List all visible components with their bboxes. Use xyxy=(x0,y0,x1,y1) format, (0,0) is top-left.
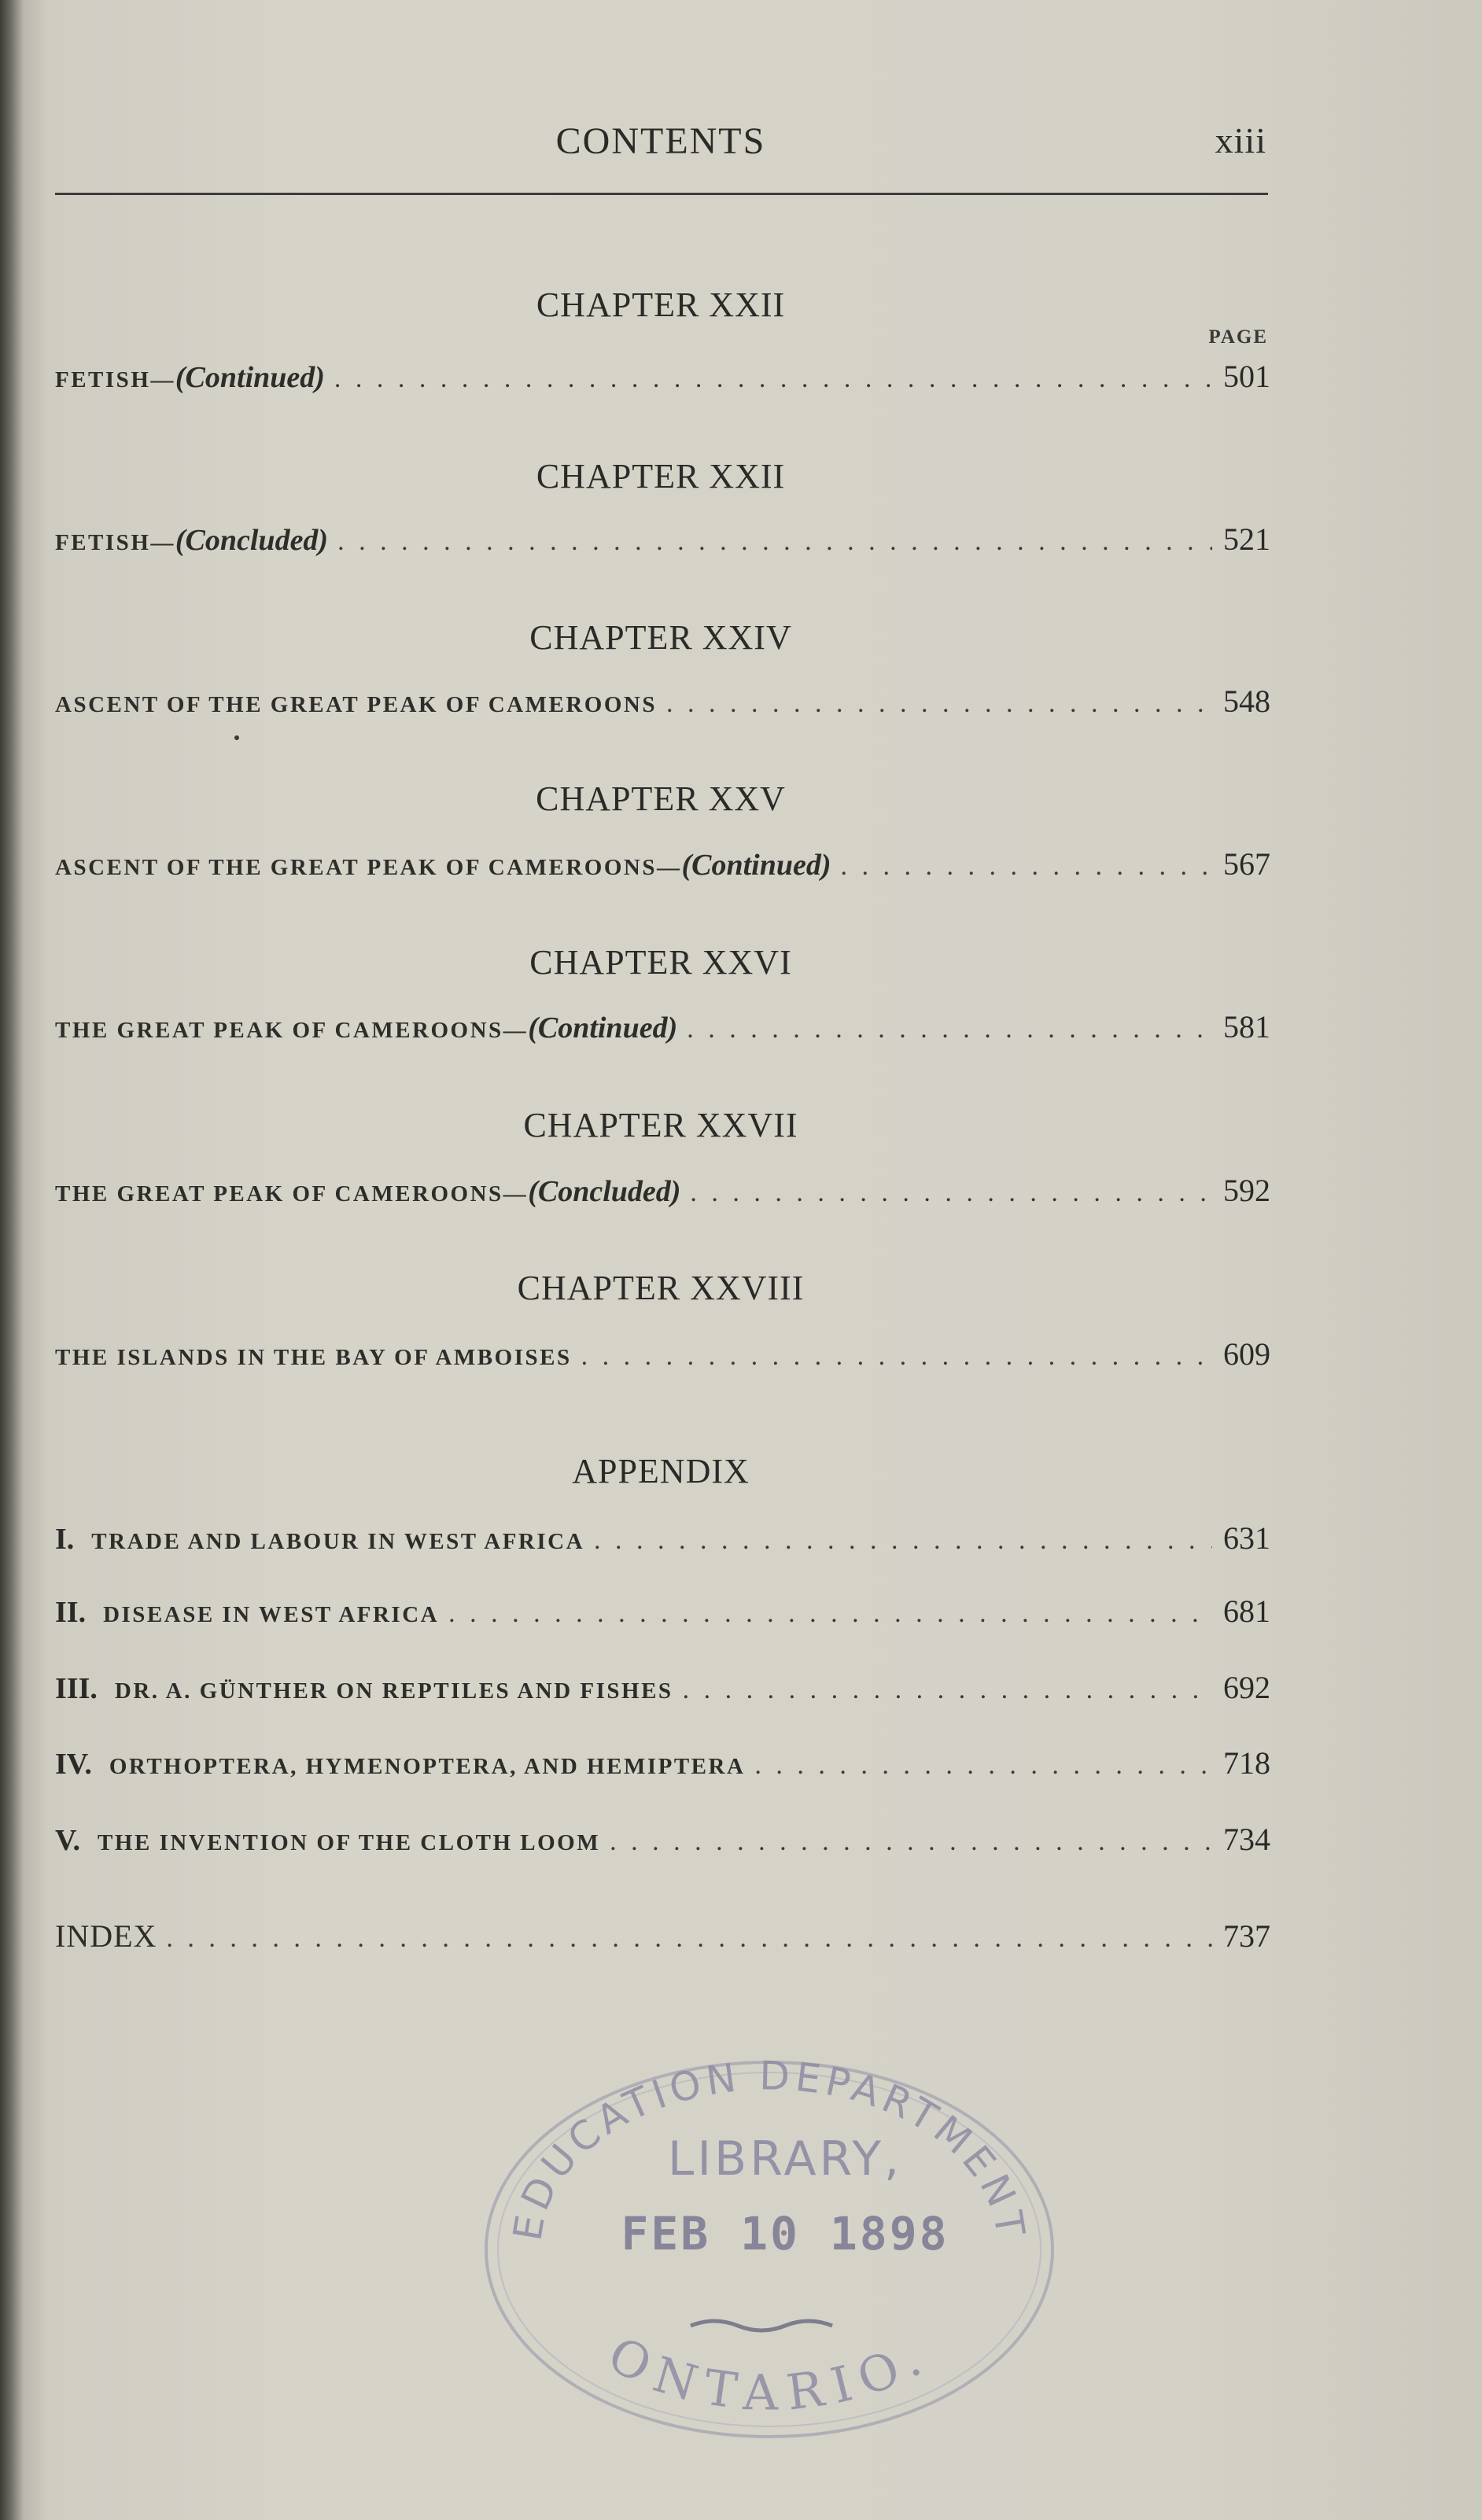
page-column-label: PAGE xyxy=(1208,326,1268,348)
appendix-entry[interactable] xyxy=(55,1744,1270,1784)
head-rule xyxy=(55,193,1268,195)
appendix-entry[interactable] xyxy=(55,1520,1270,1559)
chapter-heading: CHAPTER XXII xyxy=(536,457,786,496)
entry-page: 521 xyxy=(1223,521,1270,557)
entry-label: FETISH—(Concluded) xyxy=(55,524,329,557)
toc-entry[interactable] xyxy=(55,846,1270,885)
appendix-numeral: V. xyxy=(55,1824,81,1857)
leader-dots xyxy=(572,1342,1212,1372)
leader-dots xyxy=(600,1827,1212,1857)
appendix-numeral: I. xyxy=(55,1523,75,1556)
entry-page: 609 xyxy=(1223,1336,1270,1372)
entry-page: 737 xyxy=(1223,1918,1270,1954)
toc-entry[interactable] xyxy=(55,1008,1270,1048)
entry-page: 548 xyxy=(1223,683,1270,719)
appendix-entry[interactable] xyxy=(55,1821,1270,1860)
chapter-heading: CHAPTER XXII xyxy=(536,286,786,324)
appendix-entry[interactable] xyxy=(55,1593,1270,1632)
leader-dots xyxy=(328,527,1212,557)
running-title: CONTENTS xyxy=(555,120,766,162)
leader-dots xyxy=(657,689,1212,719)
toc-entry[interactable] xyxy=(55,1336,1270,1375)
stamp-top-text: EDUCATION DEPARTMENT xyxy=(504,2053,1034,2244)
toc-entry[interactable] xyxy=(55,521,1270,560)
appendix-heading: APPENDIX xyxy=(572,1452,750,1490)
chapter-heading: CHAPTER XXVIII xyxy=(517,1269,805,1307)
entry-label: TRADE AND LABOUR IN WEST AFRICA xyxy=(91,1529,585,1554)
stamp-bottom-text: ONTARIO. xyxy=(599,2325,940,2422)
entry-page: 718 xyxy=(1223,1745,1270,1781)
stamp-library: LIBRARY, xyxy=(667,2131,903,2187)
entry-label: FETISH—(Continued) xyxy=(55,361,325,394)
stamp-date: FEB 10 1898 xyxy=(621,2207,949,2260)
leader-dots xyxy=(745,1751,1212,1781)
entry-page: 681 xyxy=(1223,1593,1270,1629)
entry-label: THE ISLANDS IN THE BAY OF AMBOISES xyxy=(55,1345,572,1370)
entry-label: THE GREAT PEAK OF CAMEROONS—(Continued) xyxy=(55,1011,678,1044)
svg-text:ONTARIO. xyxy=(599,2326,940,2422)
entry-label: THE INVENTION OF THE CLOTH LOOM xyxy=(98,1830,601,1855)
entry-page: 501 xyxy=(1223,359,1270,394)
entry-label: THE GREAT PEAK OF CAMEROONS—(Concluded) xyxy=(55,1175,681,1208)
ink-speck xyxy=(234,735,239,740)
leader-dots xyxy=(673,1675,1212,1705)
leader-dots xyxy=(831,852,1212,882)
chapter-heading: CHAPTER XXIV xyxy=(529,618,792,657)
running-head xyxy=(55,120,1266,167)
entry-page: 592 xyxy=(1223,1173,1270,1208)
entry-label: ASCENT OF THE GREAT PEAK OF CAMEROONS xyxy=(55,692,657,717)
entry-page: 692 xyxy=(1223,1670,1270,1705)
entry-label: DR. A. GÜNTHER ON REPTILES AND FISHES xyxy=(114,1678,673,1704)
leader-dots xyxy=(157,1924,1212,1954)
chapter-heading: CHAPTER XXVI xyxy=(529,943,792,982)
folio: xiii xyxy=(1215,120,1266,160)
index-label: INDEX xyxy=(55,1918,157,1954)
leader-dots xyxy=(325,364,1212,394)
toc-entry[interactable] xyxy=(55,358,1270,397)
entry-page: 631 xyxy=(1223,1520,1270,1556)
entry-page: 567 xyxy=(1223,846,1270,882)
entry-label: ASCENT OF THE GREAT PEAK OF CAMEROONS—(Continued) xyxy=(55,849,831,882)
entry-page: 581 xyxy=(1223,1009,1270,1044)
appendix-numeral: II. xyxy=(55,1596,87,1629)
appendix-entry[interactable] xyxy=(55,1669,1270,1708)
leader-dots xyxy=(677,1015,1212,1044)
chapter-heading: CHAPTER XXV xyxy=(536,779,786,818)
library-stamp xyxy=(455,2049,1076,2442)
entry-label: DISEASE IN WEST AFRICA xyxy=(103,1602,440,1627)
leader-dots xyxy=(439,1599,1212,1629)
index-entry[interactable] xyxy=(55,1918,1270,1957)
appendix-numeral: III. xyxy=(55,1672,98,1705)
toc-entry[interactable] xyxy=(55,1172,1270,1211)
leader-dots xyxy=(680,1178,1212,1208)
leader-dots xyxy=(584,1526,1212,1556)
toc-entry[interactable] xyxy=(55,683,1270,722)
chapter-heading: CHAPTER XXVII xyxy=(523,1106,798,1144)
appendix-numeral: IV. xyxy=(55,1748,92,1781)
entry-label: ORTHOPTERA, HYMENOPTERA, AND HEMIPTERA xyxy=(109,1754,746,1779)
entry-page: 734 xyxy=(1223,1822,1270,1857)
